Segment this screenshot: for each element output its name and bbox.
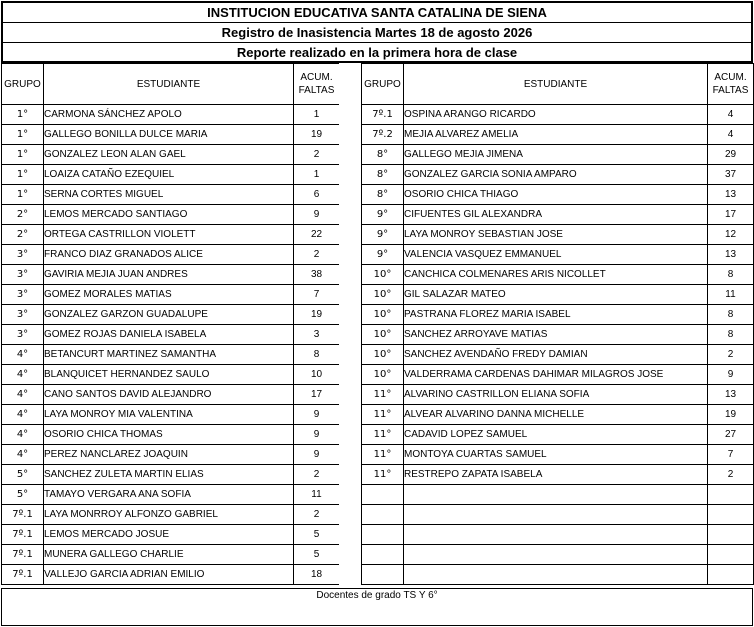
group-cell: 1°	[2, 125, 44, 145]
empty-row	[362, 525, 754, 545]
table-row	[362, 285, 754, 305]
table-row	[2, 165, 340, 185]
student-cell: SERNA CORTES MIGUEL	[44, 185, 294, 205]
table-row	[2, 265, 340, 285]
table-row	[2, 245, 340, 265]
faults-cell	[708, 485, 754, 505]
student-cell: FRANCO DIAZ GRANADOS ALICE	[44, 245, 294, 265]
table-row	[362, 205, 754, 225]
group-cell	[362, 565, 404, 585]
table-row	[2, 545, 340, 565]
student-cell: LAYA MONRROY ALFONZO GABRIEL	[44, 505, 294, 525]
group-cell: 4°	[2, 345, 44, 365]
faults-cell: 2	[294, 245, 340, 265]
faults-cell: 4	[708, 105, 754, 125]
table-row	[2, 105, 340, 125]
group-cell: 7º.2	[362, 125, 404, 145]
group-cell: 10°	[362, 305, 404, 325]
table-row	[2, 285, 340, 305]
student-cell: CIFUENTES GIL ALEXANDRA	[404, 205, 708, 225]
faults-cell: 8	[708, 265, 754, 285]
empty-row	[362, 505, 754, 525]
group-cell	[362, 525, 404, 545]
empty-row	[362, 485, 754, 505]
student-cell: SANCHEZ ZULETA MARTIN ELIAS	[44, 465, 294, 485]
group-cell: 4°	[2, 405, 44, 425]
student-cell: MONTOYA CUARTAS SAMUEL	[404, 445, 708, 465]
table-row	[362, 365, 754, 385]
student-cell: GAVIRIA MEJIA JUAN ANDRES	[44, 265, 294, 285]
group-cell: 1°	[2, 145, 44, 165]
empty-row	[362, 545, 754, 565]
table-row	[362, 105, 754, 125]
group-cell: 10°	[362, 325, 404, 345]
student-cell: LOAIZA CATAÑO EZEQUIEL	[44, 165, 294, 185]
student-cell: CADAVID LOPEZ SAMUEL	[404, 425, 708, 445]
group-cell: 7º.1	[2, 545, 44, 565]
table-row	[362, 425, 754, 445]
student-cell: OSORIO CHICA THIAGO	[404, 185, 708, 205]
faults-cell: 9	[294, 405, 340, 425]
faults-cell: 9	[294, 205, 340, 225]
faults-cell: 8	[708, 325, 754, 345]
footer-note: Docentes de grado TS Y 6°	[1, 588, 753, 626]
report-note: Reporte realizado en la primera hora de clase	[1, 42, 753, 63]
faults-cell: 18	[294, 565, 340, 585]
student-column-header: ESTUDIANTE	[404, 64, 708, 105]
group-cell: 7º.1	[362, 105, 404, 125]
faults-column-header	[708, 64, 754, 105]
group-cell: 3°	[2, 285, 44, 305]
student-cell: OSPINA ARANGO RICARDO	[404, 105, 708, 125]
left-attendance-table	[1, 63, 340, 585]
group-cell: 1°	[2, 185, 44, 205]
group-cell: 5°	[2, 485, 44, 505]
faults-cell: 3	[294, 325, 340, 345]
student-cell	[404, 525, 708, 545]
group-cell: 7º.1	[2, 525, 44, 545]
faults-cell: 22	[294, 225, 340, 245]
table-row	[2, 185, 340, 205]
student-cell: ALVARINO CASTRILLON ELIANA SOFIA	[404, 385, 708, 405]
faults-cell: 17	[294, 385, 340, 405]
faults-cell: 9	[294, 445, 340, 465]
faults-cell: 13	[708, 245, 754, 265]
group-cell: 7º.1	[2, 565, 44, 585]
group-cell: 2°	[2, 205, 44, 225]
student-column-header: ESTUDIANTE	[44, 64, 294, 105]
faults-cell: 37	[708, 165, 754, 185]
faults-cell: 2	[708, 345, 754, 365]
faults-cell: 29	[708, 145, 754, 165]
group-cell: 4°	[2, 445, 44, 465]
faults-cell: 8	[708, 305, 754, 325]
student-cell: GONZALEZ GARCIA SONIA AMPARO	[404, 165, 708, 185]
student-cell: OSORIO CHICA THOMAS	[44, 425, 294, 445]
faults-cell: 5	[294, 545, 340, 565]
group-cell: 8°	[362, 165, 404, 185]
group-cell: 3°	[2, 325, 44, 345]
group-cell: 11°	[362, 385, 404, 405]
report-subtitle: Registro de Inasistencia Martes 18 de agosto 2026	[1, 22, 753, 43]
group-cell: 10°	[362, 345, 404, 365]
faults-cell: 27	[708, 425, 754, 445]
table-row	[362, 225, 754, 245]
table-row	[2, 505, 340, 525]
faults-cell: 19	[708, 405, 754, 425]
group-cell: 7º.1	[2, 505, 44, 525]
table-row	[2, 525, 340, 545]
student-cell: GALLEGO MEJIA JIMENA	[404, 145, 708, 165]
student-cell: CANO SANTOS DAVID ALEJANDRO	[44, 385, 294, 405]
group-cell: 9°	[362, 225, 404, 245]
table-header-row	[362, 64, 754, 105]
group-cell: 11°	[362, 465, 404, 485]
group-cell: 8°	[362, 185, 404, 205]
empty-row	[362, 565, 754, 585]
faults-cell: 11	[294, 485, 340, 505]
faults-cell: 19	[294, 125, 340, 145]
student-cell: PEREZ NANCLAREZ JOAQUIN	[44, 445, 294, 465]
group-cell: 9°	[362, 205, 404, 225]
group-cell: 4°	[2, 385, 44, 405]
faults-cell: 2	[294, 465, 340, 485]
faults-cell: 17	[708, 205, 754, 225]
student-cell: MEJIA ALVAREZ AMELIA	[404, 125, 708, 145]
student-cell: GALLEGO BONILLA DULCE MARIA	[44, 125, 294, 145]
student-cell: ALVEAR ALVARINO DANNA MICHELLE	[404, 405, 708, 425]
faults-cell: 1	[294, 165, 340, 185]
student-cell: LEMOS MERCADO SANTIAGO	[44, 205, 294, 225]
table-row	[362, 245, 754, 265]
group-cell: 1°	[2, 165, 44, 185]
faults-cell	[708, 525, 754, 545]
faults-column-header	[294, 64, 340, 105]
student-cell: RESTREPO ZAPATA ISABELA	[404, 465, 708, 485]
table-row	[2, 565, 340, 585]
table-row	[362, 445, 754, 465]
faults-header-line2: FALTAS	[712, 85, 749, 96]
student-cell: GONZALEZ GARZON GUADALUPE	[44, 305, 294, 325]
group-cell: 8°	[362, 145, 404, 165]
faults-cell: 38	[294, 265, 340, 285]
student-cell: MUNERA GALLEGO CHARLIE	[44, 545, 294, 565]
faults-cell: 5	[294, 525, 340, 545]
student-cell: LEMOS MERCADO JOSUE	[44, 525, 294, 545]
faults-cell: 4	[708, 125, 754, 145]
faults-cell: 2	[294, 505, 340, 525]
student-cell: GIL SALAZAR MATEO	[404, 285, 708, 305]
faults-cell	[708, 545, 754, 565]
table-row	[2, 385, 340, 405]
table-row	[2, 445, 340, 465]
student-cell: GONZALEZ LEON ALAN GAEL	[44, 145, 294, 165]
group-cell: 2°	[2, 225, 44, 245]
table-row	[2, 205, 340, 225]
table-row	[362, 165, 754, 185]
group-cell: 11°	[362, 425, 404, 445]
table-row	[362, 185, 754, 205]
group-cell: 3°	[2, 305, 44, 325]
group-cell: 4°	[2, 425, 44, 445]
faults-cell	[708, 505, 754, 525]
student-cell: VALDERRAMA CARDENAS DAHIMAR MILAGROS JOSE	[404, 365, 708, 385]
student-cell: BETANCURT MARTINEZ SAMANTHA	[44, 345, 294, 365]
student-cell: TAMAYO VERGARA ANA SOFIA	[44, 485, 294, 505]
table-header-row	[2, 64, 340, 105]
table-row	[2, 225, 340, 245]
faults-cell: 9	[294, 425, 340, 445]
group-cell: 10°	[362, 265, 404, 285]
faults-cell: 1	[294, 105, 340, 125]
group-cell: 11°	[362, 405, 404, 425]
group-cell: 11°	[362, 445, 404, 465]
group-cell: 10°	[362, 365, 404, 385]
table-row	[362, 465, 754, 485]
faults-cell: 9	[708, 365, 754, 385]
group-column-header: GRUPO	[362, 64, 404, 105]
table-row	[362, 325, 754, 345]
group-cell: 5°	[2, 465, 44, 485]
table-row	[362, 125, 754, 145]
table-row	[362, 145, 754, 165]
table-row	[2, 425, 340, 445]
school-title: INSTITUCION EDUCATIVA SANTA CATALINA DE SIENA	[1, 1, 753, 23]
student-cell: BLANQUICET HERNANDEZ SAULO	[44, 365, 294, 385]
table-row	[2, 405, 340, 425]
right-attendance-table	[361, 63, 754, 585]
table-gap	[339, 63, 361, 588]
table-row	[362, 305, 754, 325]
student-cell: GOMEZ MORALES MATIAS	[44, 285, 294, 305]
student-cell	[404, 565, 708, 585]
faults-cell: 7	[708, 445, 754, 465]
table-row	[2, 145, 340, 165]
table-row	[2, 465, 340, 485]
table-row	[362, 345, 754, 365]
table-row	[2, 485, 340, 505]
group-cell	[362, 505, 404, 525]
student-cell: CARMONA SÁNCHEZ APOLO	[44, 105, 294, 125]
faults-cell: 13	[708, 385, 754, 405]
faults-cell: 11	[708, 285, 754, 305]
table-row	[2, 125, 340, 145]
faults-cell: 6	[294, 185, 340, 205]
faults-cell: 19	[294, 305, 340, 325]
faults-cell: 2	[708, 465, 754, 485]
table-row	[2, 365, 340, 385]
student-cell	[404, 545, 708, 565]
student-cell: ORTEGA CASTRILLON VIOLETT	[44, 225, 294, 245]
student-cell: VALENCIA VASQUEZ EMMANUEL	[404, 245, 708, 265]
faults-header-line2: FALTAS	[298, 85, 335, 96]
group-cell: 3°	[2, 265, 44, 285]
faults-cell: 2	[294, 145, 340, 165]
faults-cell: 8	[294, 345, 340, 365]
table-row	[362, 405, 754, 425]
faults-cell: 12	[708, 225, 754, 245]
faults-header-line1: ACUM.	[300, 72, 333, 83]
faults-cell: 7	[294, 285, 340, 305]
student-cell: GOMEZ ROJAS DANIELA ISABELA	[44, 325, 294, 345]
faults-header-line1: ACUM.	[714, 72, 747, 83]
student-cell: LAYA MONROY SEBASTIAN JOSE	[404, 225, 708, 245]
table-row	[2, 325, 340, 345]
group-column-header: GRUPO	[2, 64, 44, 105]
group-cell: 4°	[2, 365, 44, 385]
table-row	[362, 385, 754, 405]
student-cell	[404, 485, 708, 505]
group-cell: 10°	[362, 285, 404, 305]
table-row	[362, 265, 754, 285]
student-cell: SANCHEZ ARROYAVE MATIAS	[404, 325, 708, 345]
group-cell: 9°	[362, 245, 404, 265]
table-row	[2, 345, 340, 365]
student-cell: LAYA MONROY MIA VALENTINA	[44, 405, 294, 425]
student-cell	[404, 505, 708, 525]
student-cell: SANCHEZ AVENDAÑO FREDY DAMIAN	[404, 345, 708, 365]
faults-cell: 13	[708, 185, 754, 205]
group-cell	[362, 485, 404, 505]
table-row	[2, 305, 340, 325]
student-cell: PASTRANA FLOREZ MARIA ISABEL	[404, 305, 708, 325]
faults-cell	[708, 565, 754, 585]
group-cell: 3°	[2, 245, 44, 265]
student-cell: VALLEJO GARCIA ADRIAN EMILIO	[44, 565, 294, 585]
group-cell: 1°	[2, 105, 44, 125]
group-cell	[362, 545, 404, 565]
faults-cell: 10	[294, 365, 340, 385]
student-cell: CANCHICA COLMENARES ARIS NICOLLET	[404, 265, 708, 285]
